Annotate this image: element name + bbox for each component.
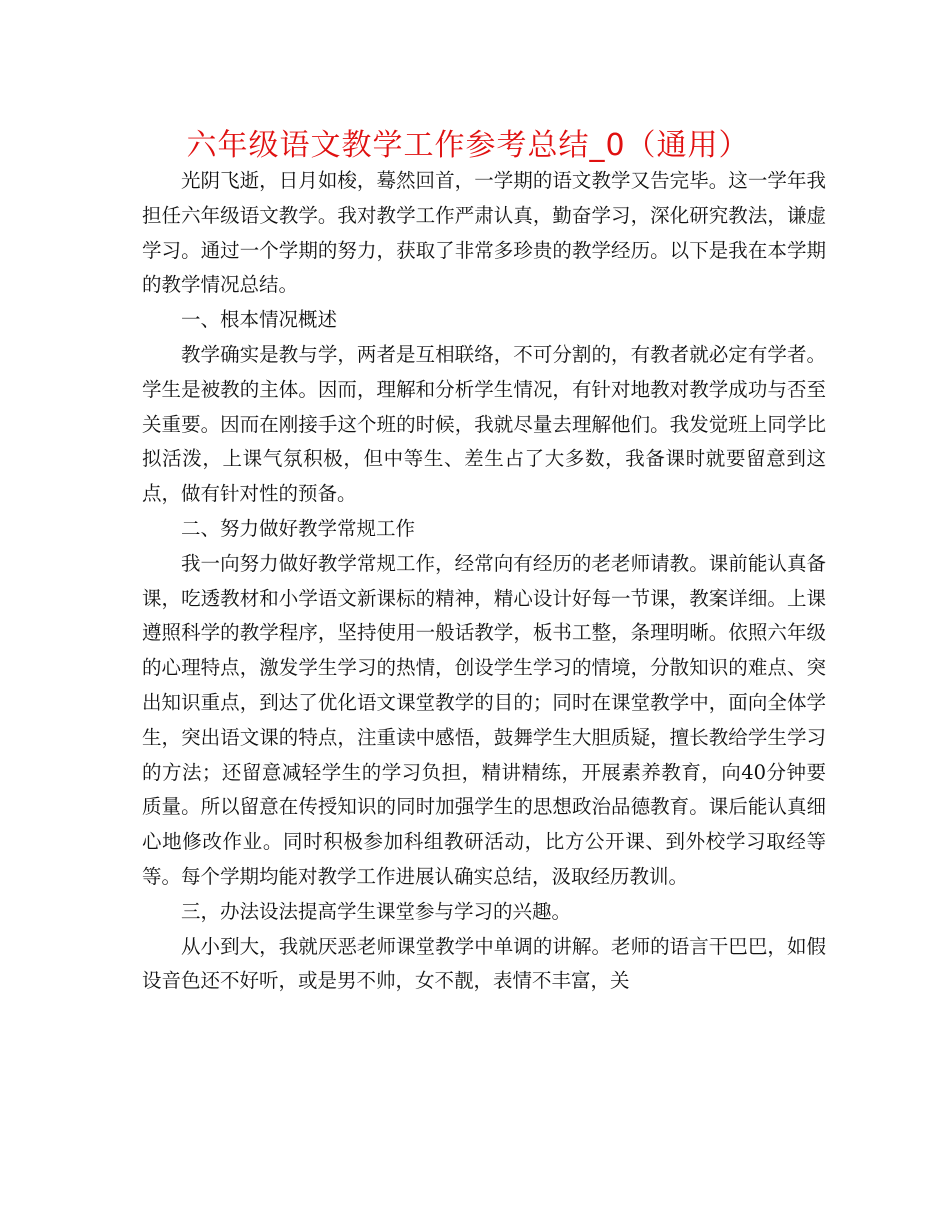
paragraph-section-3: 从小到大，我就厌恶老师课堂教学中单调的讲解。老师的语言干巴巴，如假设音色还不好听，或是男不帅，女不靓，表情不丰富，关 bbox=[142, 934, 826, 993]
paragraph-intro: 光阴飞逝，日月如梭，蓦然回首，一学期的语文教学又告完毕。这一学年我担任六年级语文教学。我对教学工作严肃认真，勤奋学习，深化研究教法，谦虚学习。通过一个学期的努力，获取了非常多珍贵的教学经历。以下是我在本学期的教学情况总结。 bbox=[142, 169, 826, 297]
document-body bbox=[142, 164, 826, 999]
document-title: 六年级语文教学工作参考总结_0（通用） bbox=[186, 128, 750, 163]
section-heading-1: 一、根本情况概述 bbox=[181, 308, 338, 332]
paragraph-section-1: 教学确实是教与学，两者是互相联络，不可分割的，有教者就必定有学者。学生是被教的主体。因而，理解和分析学生情况，有针对地教对教学成功与否至关重要。因而在刚接手这个班的时候，我就尽量去理解他们。我发觉班上同学比拟活泼，上课气氛积极，但中等生、差生占了大多数，我备课时就要留意到这点，做有针对性的预备。 bbox=[142, 342, 826, 506]
section-heading-3: 三，办法设法提高学生课堂参与学习的兴趣。 bbox=[181, 899, 572, 923]
section-heading-2: 二、努力做好教学常规工作 bbox=[181, 516, 416, 540]
paragraph-section-2: 我一向努力做好教学常规工作，经常向有经历的老老师请教。课前能认真备课，吃透教材和小学语文新课标的精神，精心设计好每一节课，教案详细。上课遵照科学的教学程序，坚持使用一般话教学，板书工整，条理明晰。依照六年级的心理特点，激发学生学习的热情，创设学生学习的情境，分散知识的难点、突出知识重点，到达了优化语文课堂教学的目的；同时在课堂教学中，面向全体学生，突出语文课的特点，注重读中感悟，鼓舞学生大胆质疑，擅长教给学生学习的方法；还留意减轻学生的学习负担，精讲精练，开展素养教育，向40分钟要质量。所以留意在传授知识的同时加强学生的思想政治品德教育。课后能认真细心地修改作业。同时积极参加科组教研活动，比方公开课、到外校学习取经等等。每个学期均能对教学工作进展认确实总结，汲取经历教训。 bbox=[142, 551, 826, 888]
